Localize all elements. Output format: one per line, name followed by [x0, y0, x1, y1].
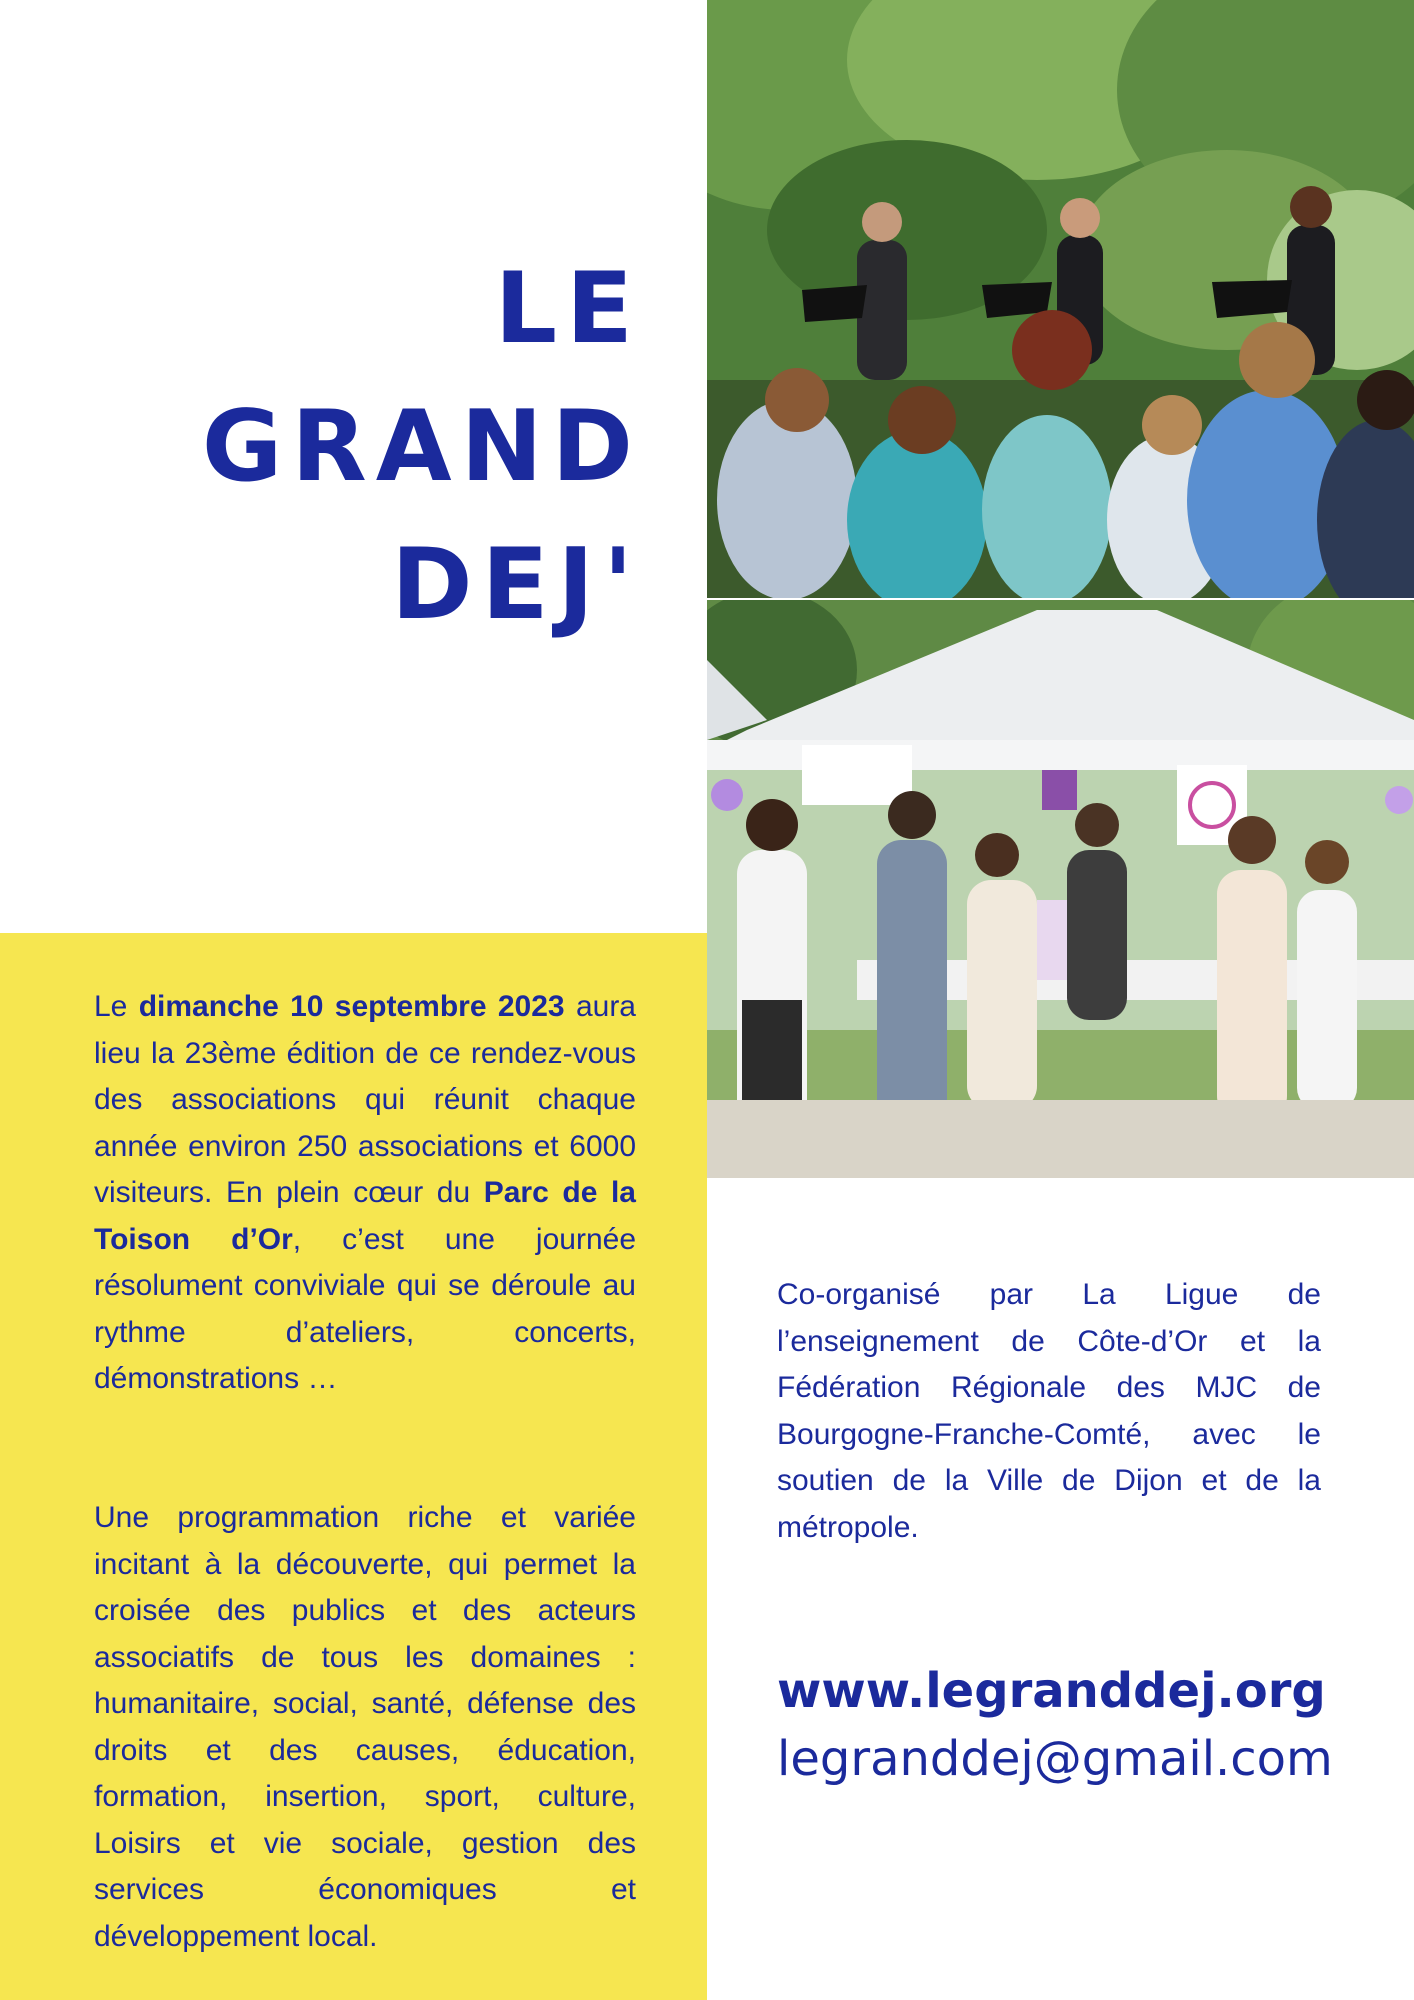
title-line-2: GRAND — [201, 390, 642, 504]
intro-text-2: aura lieu la 23ème édition de ce rendez-vous des associations qui réunit chaque année environ 250 associations et 6000 visiteurs. En plein cœur du — [94, 990, 636, 1209]
intro-text-1: Le — [94, 990, 139, 1023]
intro-text-3: , c’est une journée résolument conviviale qui se déroule au rythme d’ateliers, concerts, démonstrations … — [94, 1222, 637, 1395]
event-location: Parc de la Toison d’Or — [94, 1176, 636, 1256]
photo-performance — [707, 0, 1414, 598]
title-line-1: LE — [494, 252, 642, 366]
coorganization-paragraph: Co-organisé par La Ligue de l’enseignement de Côte-d’Or et la Fédération Régionale des MJC de Bourgogne-Franche-Comté, avec le soutien de la Ville de Dijon et de la métropole. — [777, 1278, 1321, 1544]
website-link[interactable]: www.legranddej.org — [777, 1663, 1326, 1719]
intro-paragraph — [94, 984, 636, 1403]
page-title — [202, 240, 642, 654]
program-paragraph: Une programmation riche et variée incitant à la découverte, qui permet la croisée des publics et des acteurs associatifs de tous les domaines : humanitaire, social, santé, défense des droits et des causes, éducation, formation, insertion, sport, culture, Loisirs et vie sociale, gestion des services économiques et développement local. — [94, 1501, 636, 1953]
event-date: dimanche 10 septembre 2023 — [138, 990, 565, 1023]
title-line-3: DEJ' — [391, 528, 642, 642]
photo-stands — [707, 600, 1414, 1178]
email-link[interactable]: legranddej@gmail.com — [777, 1731, 1333, 1787]
